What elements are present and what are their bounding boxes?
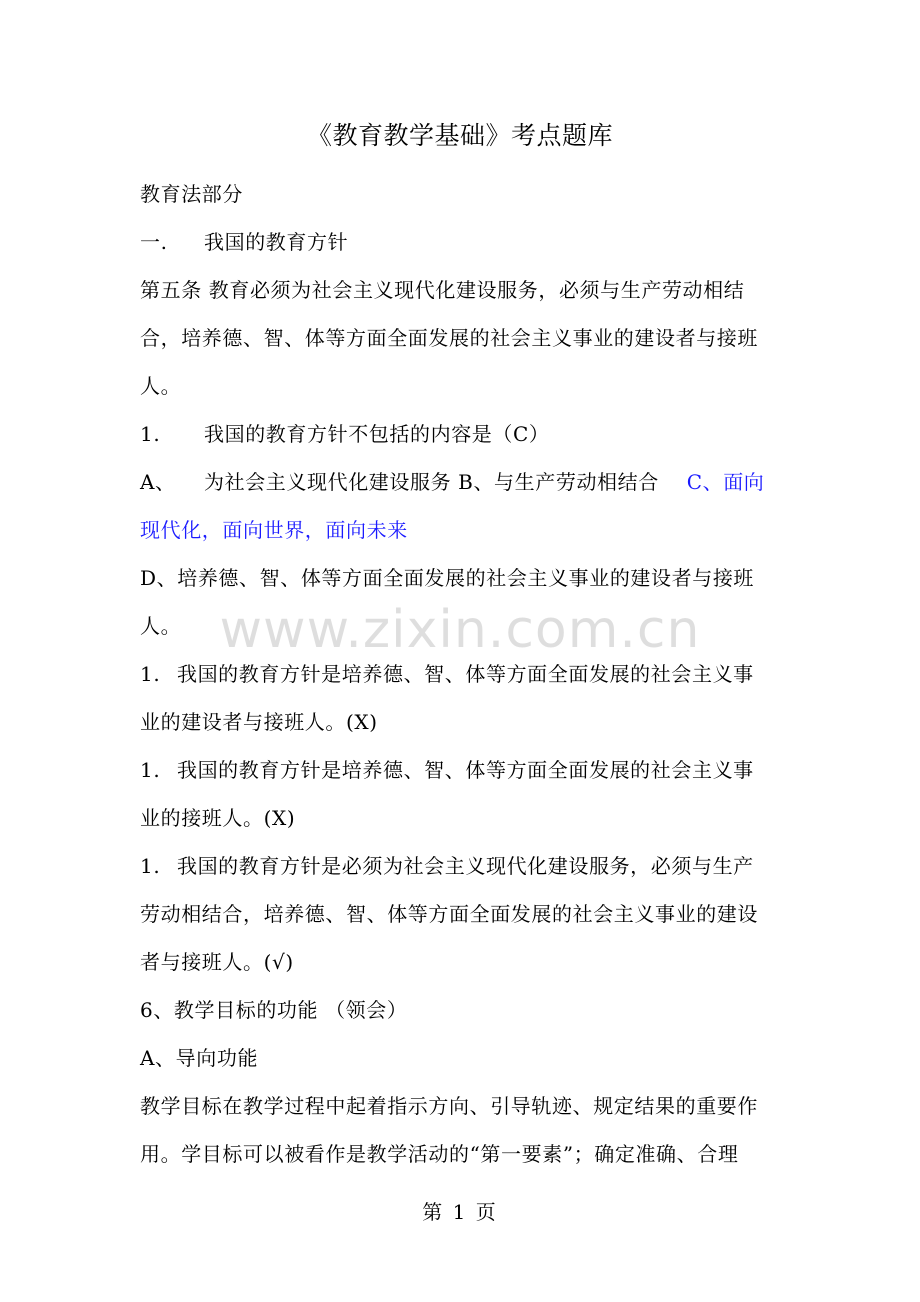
option-a-b-text: 为社会主义现代化建设服务 B、与生产劳动相结合 — [204, 470, 659, 494]
watermark: www.zixin.com.cn — [219, 600, 701, 660]
question-2-text: 我国的教育方针是培养德、智、体等方面全面发展的社会主义事 — [176, 662, 754, 686]
question-1-text: 我国的教育方针不包括的内容是（C） — [204, 422, 550, 446]
article-line-1: 第五条 教育必须为社会主义现代化建设服务，必须与生产劳动相结 — [140, 278, 745, 302]
question-3-text: 我国的教育方针是培养德、智、体等方面全面发展的社会主义事 — [176, 758, 754, 782]
question-1 — [140, 410, 790, 458]
heading-1 — [140, 218, 790, 266]
article-line-3: 人。 — [140, 374, 182, 398]
heading-1-text: 我国的教育方针 — [204, 230, 349, 254]
option-d-line-2: 人。 — [140, 614, 182, 638]
section-6-paragraph-line-2: 用。学目标可以被看作是教学活动的“第一要素”；确定准确、合理 — [140, 1142, 739, 1166]
question-4-line-1 — [140, 842, 790, 890]
option-c-start: C、面向 — [686, 470, 765, 494]
question-3-line-1 — [140, 746, 790, 794]
question-3-number: 1. — [140, 758, 161, 782]
question-2-number: 1. — [140, 662, 161, 686]
section-6-heading: 6、教学目标的功能 （领会） — [140, 998, 408, 1022]
option-c-continued: 现代化，面向世界，面向未来 — [140, 518, 408, 542]
question-1-options-line-1 — [140, 458, 790, 506]
question-2-line-2: 业的建设者与接班人。(X) — [140, 710, 378, 734]
question-4-text: 我国的教育方针是必须为社会主义现代化建设服务，必须与生产 — [176, 854, 754, 878]
section-heading: 教育法部分 — [140, 182, 243, 206]
section-6-paragraph-line-1: 教学目标在教学过程中起着指示方向、引导轨迹、规定结果的重要作 — [140, 1094, 758, 1118]
question-4-line-3: 者与接班人。(√) — [140, 950, 294, 974]
document-title: 《教育教学基础》考点题库 — [306, 121, 613, 150]
question-1-number: 1. — [140, 422, 161, 446]
page-number: 第 1 页 — [422, 1200, 498, 1224]
section-6-item-a: A、导向功能 — [140, 1046, 259, 1070]
document-body — [140, 170, 790, 1178]
question-3-line-2: 业的接班人。(X) — [140, 806, 296, 830]
option-d-line-1: D、培养德、智、体等方面全面发展的社会主义事业的建设者与接班 — [140, 566, 755, 590]
question-2-line-1 — [140, 650, 790, 698]
option-a-label: A、 — [140, 470, 176, 494]
heading-1-number: 一. — [140, 230, 168, 254]
question-4-number: 1. — [140, 854, 161, 878]
question-4-line-2: 劳动相结合，培养德、智、体等方面全面发展的社会主义事业的建设 — [140, 902, 758, 926]
article-line-2: 合，培养德、智、体等方面全面发展的社会主义事业的建设者与接班 — [140, 326, 758, 350]
